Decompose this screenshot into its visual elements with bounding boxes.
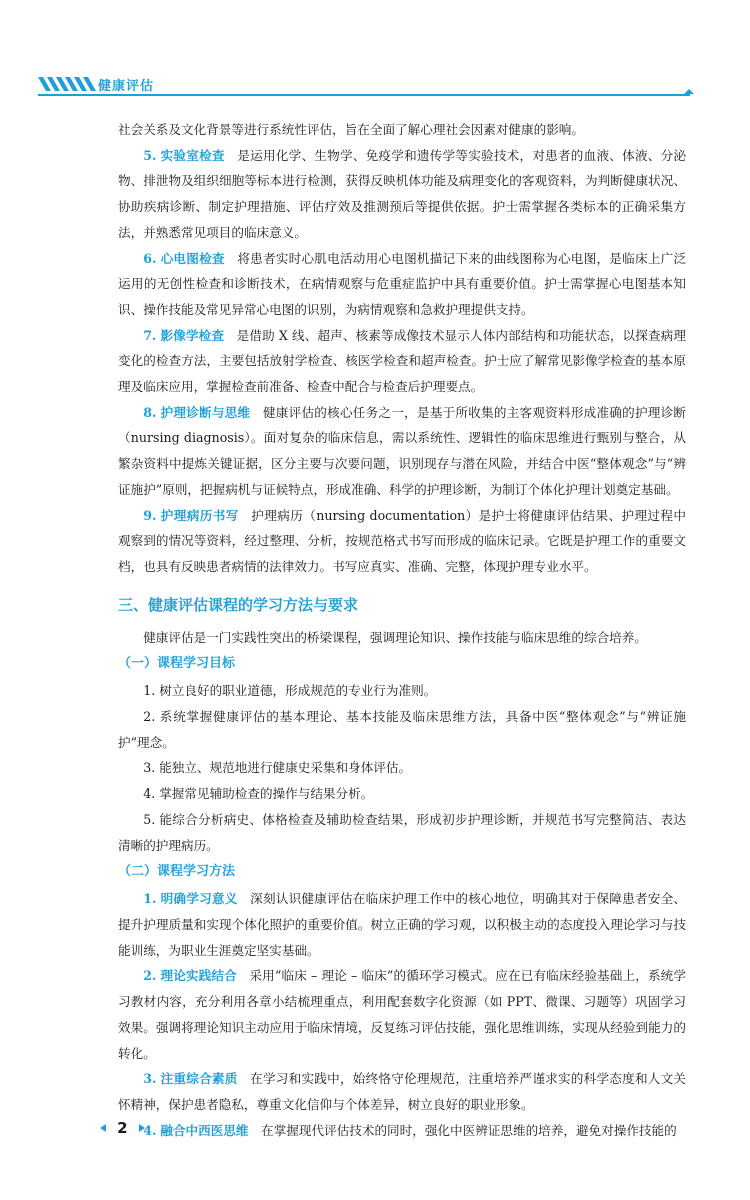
item-text: 是运用化学、生物学、免疫学和遗传学等实验技术，对患者的血液、体液、分泌物、排泄物及组织细胞等标本进行检测，获得反映机体功能及病理变化的客观资料，为判断健康状况、协助疾病诊断、制定护理措施、评估疗效及推测预后等提供依据。护士需掌握各类标本的正确采集方法，并熟悉常见项目的临床意义。 [118, 147, 687, 240]
item-number: 5. [143, 147, 157, 163]
goal-item: 4. 掌握常见辅助检查的操作与结果分析。 [143, 786, 374, 802]
method-item [118, 886, 686, 963]
subsection-heading: （二）课程学习方法 [118, 864, 236, 880]
item-term: 理论实践结合 [160, 968, 237, 984]
list-item [118, 400, 686, 503]
item-term: 影像学检查 [160, 327, 225, 343]
subsection-heading: （一）课程学习目标 [118, 656, 236, 672]
item-text: 采用“临床 – 理论 – 临床”的循环学习模式。应在已有临床经验基础上，系统学习教材内容，充分利用各章小结梳理重点，利用配套数字化资源（如 PPT、微课、习题等）巩固学习效果。强调将理论知识主动应用于临床情境，反复练习评估技能，强化思维训练，实现从经验到能力的转化。 [118, 968, 686, 1061]
next-page-icon [139, 1124, 145, 1132]
item-term: 护理诊断与思维 [160, 404, 251, 420]
section-heading: 三、健康评估课程的学习方法与要求 [118, 595, 359, 614]
header-triangle-icon [684, 89, 694, 94]
header-stripes-icon [38, 77, 96, 91]
item-number: 1. [143, 891, 157, 907]
list-item [118, 143, 686, 246]
item-text: 护理病历（nursing documentation）是护士将健康评估结果、护理过程中观察到的情况等资料，经过整理、分析，按规范格式书写而形成的临床记录。它既是护理工作的重要文档，也具有反映患者病情的法律效力。书写应真实、准确、完整，体现护理专业水平。 [118, 507, 686, 574]
prev-page-icon [100, 1124, 106, 1132]
header-rule [38, 94, 690, 96]
item-number: 2. [143, 968, 157, 984]
item-term: 明确学习意义 [160, 891, 238, 907]
method-item [118, 1118, 686, 1144]
header-title: 健康评估 [98, 79, 155, 94]
section-intro: 健康评估是一门实践性突出的桥梁课程，强调理论知识、操作技能与临床思维的综合培养。 [143, 629, 647, 645]
item-text: 是借助 X 线、超声、核素等成像技术显示人体内部结构和功能状态，以探查病理变化的检查方法，主要包括放射学检查、核医学检查和超声检查。护士应了解常见影像学检查的基本原理及临床应用，掌握检查前准备、检查中配合与检查后护理要点。 [118, 327, 686, 395]
item-term: 心电图检查 [160, 250, 225, 266]
item-term: 注重综合素质 [160, 1071, 238, 1087]
page-number: 2 [117, 1118, 128, 1137]
goal-item: 2. 系统掌握健康评估的基本理论、基本技能及临床思维方法，具备中医“整体观念”与“辨证施护”理念。 [118, 709, 686, 750]
list-item [118, 503, 686, 580]
goal-item: 1. 树立良好的职业道德，形成规范的专业行为准则。 [143, 683, 437, 699]
goal-item: 3. 能独立、规范地进行健康史采集和身体评估。 [143, 760, 412, 776]
item-text: 健康评估的核心任务之一，是基于所收集的主客观资料形成准确的护理诊断（nursing diagnosis）。面对复杂的临床信息，需以系统性、逻辑性的临床思维进行甄别与整合，从繁杂资料中提炼关键证据，区分主要与次要问题，识别现存与潜在风险，并结合中医“整体观念”与“辨证施护”原则，把握病机与证候特点，形成准确、科学的护理诊断，为制订个体化护理计划奠定基础。 [118, 404, 687, 497]
list-item [118, 246, 686, 323]
intro-line: 社会关系及文化背景等进行系统性评估，旨在全面了解心理社会因素对健康的影响。 [118, 122, 584, 137]
goal-item: 5. 能综合分析病史、体格检查及辅助检查结果，形成初步护理诊断，并规范书写完整简洁、表达清晰的护理病历。 [118, 811, 686, 853]
item-number: 6. [143, 250, 157, 266]
item-text: 将患者实时心肌电活动用心电图机描记下来的曲线图称为心电图，是临床上广泛运用的无创性检查和诊断技术，在病情观察与危重症监护中具有重要价值。护士需掌握心电图基本知识、操作技能及常见异常心电图的识别，为病情观察和急救护理提供支持。 [118, 250, 687, 317]
item-text: 深刻认识健康评估在临床护理工作中的核心地位，明确其对于保障患者安全、提升护理质量和实现个体化照护的重要价值。树立正确的学习观，以积极主动的态度投入理论学习与技能训练，为职业生涯奠定坚实基础。 [118, 891, 687, 958]
item-number: 3. [143, 1071, 157, 1087]
item-term: 融合中西医思维 [160, 1122, 249, 1138]
item-term: 实验室检查 [160, 147, 225, 163]
item-term: 护理病历书写 [160, 507, 239, 523]
method-item [118, 963, 686, 1066]
method-item [118, 1066, 686, 1117]
item-number: 7. [143, 327, 157, 343]
list-item [118, 323, 686, 400]
page-body [118, 117, 686, 1143]
item-number: 4. [143, 1122, 157, 1138]
item-text: 在学习和实践中，始终恪守伦理规范，注重培养严谨求实的科学态度和人文关怀精神，保护患者隐私，尊重文化信仰与个体差异，树立良好的职业形象。 [118, 1071, 687, 1112]
item-text: 在掌握现代评估技术的同时，强化中医辨证思维的培养，避免对操作技能的 [261, 1122, 677, 1138]
page-footer [100, 1117, 145, 1137]
item-number: 8. [143, 404, 157, 420]
running-header [0, 70, 750, 98]
item-number: 9. [143, 507, 157, 523]
